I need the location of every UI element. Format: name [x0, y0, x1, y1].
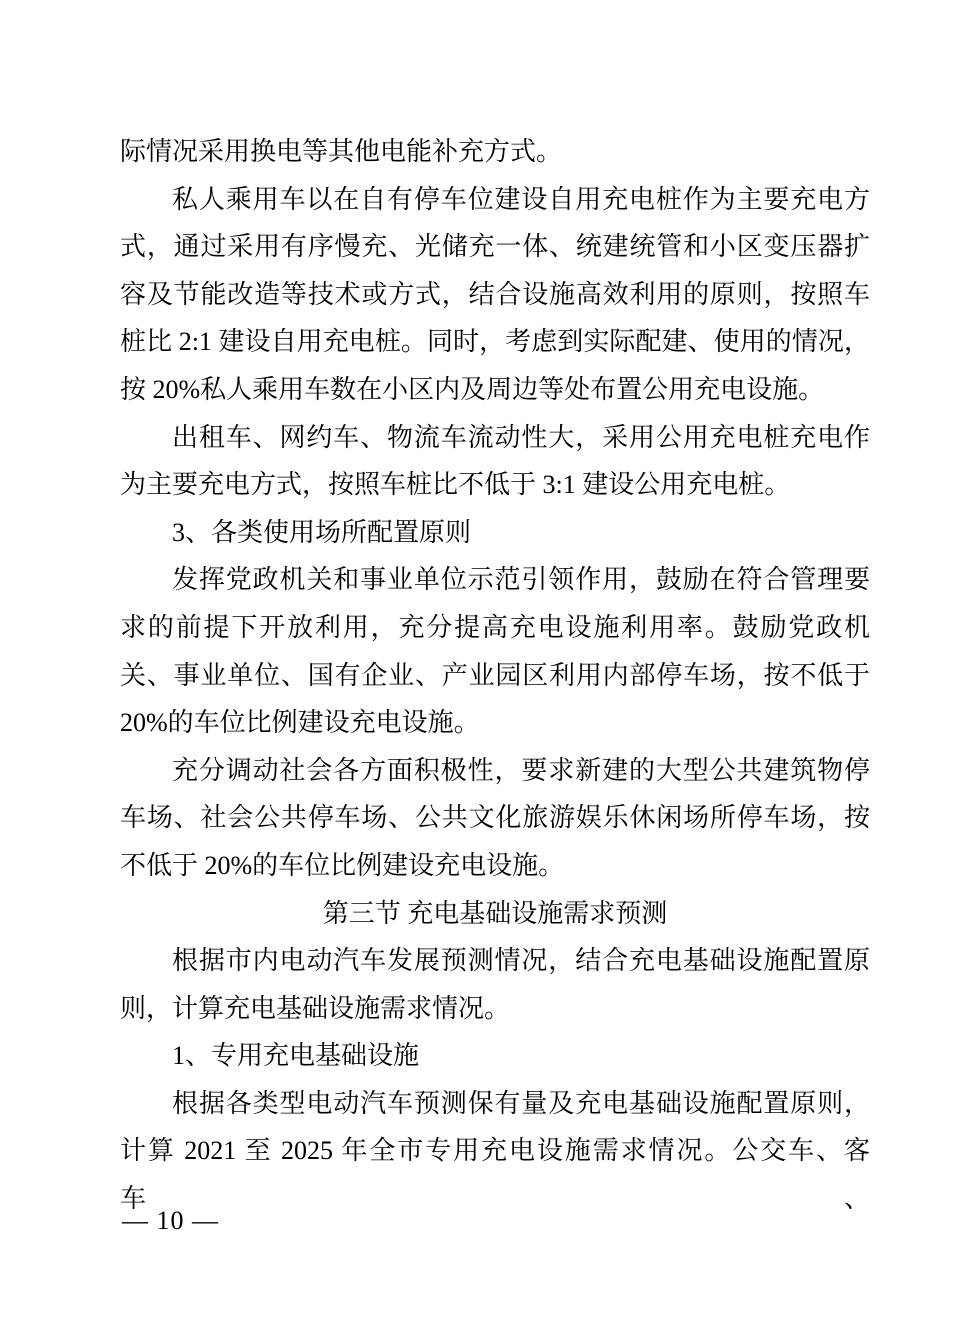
document-body — [120, 128, 870, 1223]
heading-usage-place-allocation-principles: 3、各类使用场所配置原则 — [172, 517, 472, 547]
paragraph-dedicated-demand-cut-off: 根据各类型电动汽车预测保有量及充电基础设施配置原则，计算 2021 至 2025 年全市专用充电设施需求情况。公交车、客车、 — [120, 1088, 870, 1214]
paragraph-public-parking-lots: 充分调动社会各方面积极性，要求新建的大型公共建筑物停车场、社会公共停车场、公共文化旅游娱乐休闲场所停车场，按不低于 20%的车位比例建设充电设施。 — [120, 755, 870, 880]
paragraph-taxi-rideshare-logistics: 出租车、网约车、物流车流动性大，采用公用充电桩充电作为主要充电方式，按照车桩比不低于 3:1 建设公用充电桩。 — [120, 422, 870, 500]
paragraph-continued-from-previous-page: 际情况采用换电等其他电能补充方式。 — [120, 137, 563, 166]
page-number: — 10 — — [122, 1206, 219, 1235]
paragraph-demand-calculation-intro: 根据市内电动汽车发展预测情况，结合充电基础设施配置原则，计算充电基础设施需求情况。 — [120, 946, 870, 1023]
paragraph-government-institutions: 发挥党政机关和事业单位示范引领作用，鼓励在符合管理要求的前提下开放利用，充分提高充电设施利用率。鼓励党政机关、事业单位、国有企业、产业园区利用内部停车场，按不低于 20%的车位比例建设充电设施。 — [120, 565, 870, 738]
heading-dedicated-charging-infrastructure: 1、专用充电基础设施 — [172, 1041, 420, 1071]
paragraph-private-cars-charging: 私人乘用车以在自有停车位建设自用充电桩作为主要充电方式，通过采用有序慢充、光储充一体、统建统管和小区变压器扩容及节能改造等技术或方式，结合设施高效利用的原则，按照车桩比 2:1 建设自用充电桩。同时，考虑到实际配建、使用的情况，按 20%私人乘用车数在小区内及周边等处布置公用充电设施。 — [120, 184, 870, 404]
section-title-demand-forecast: 第三节 充电基础设施需求预测 — [322, 898, 668, 928]
